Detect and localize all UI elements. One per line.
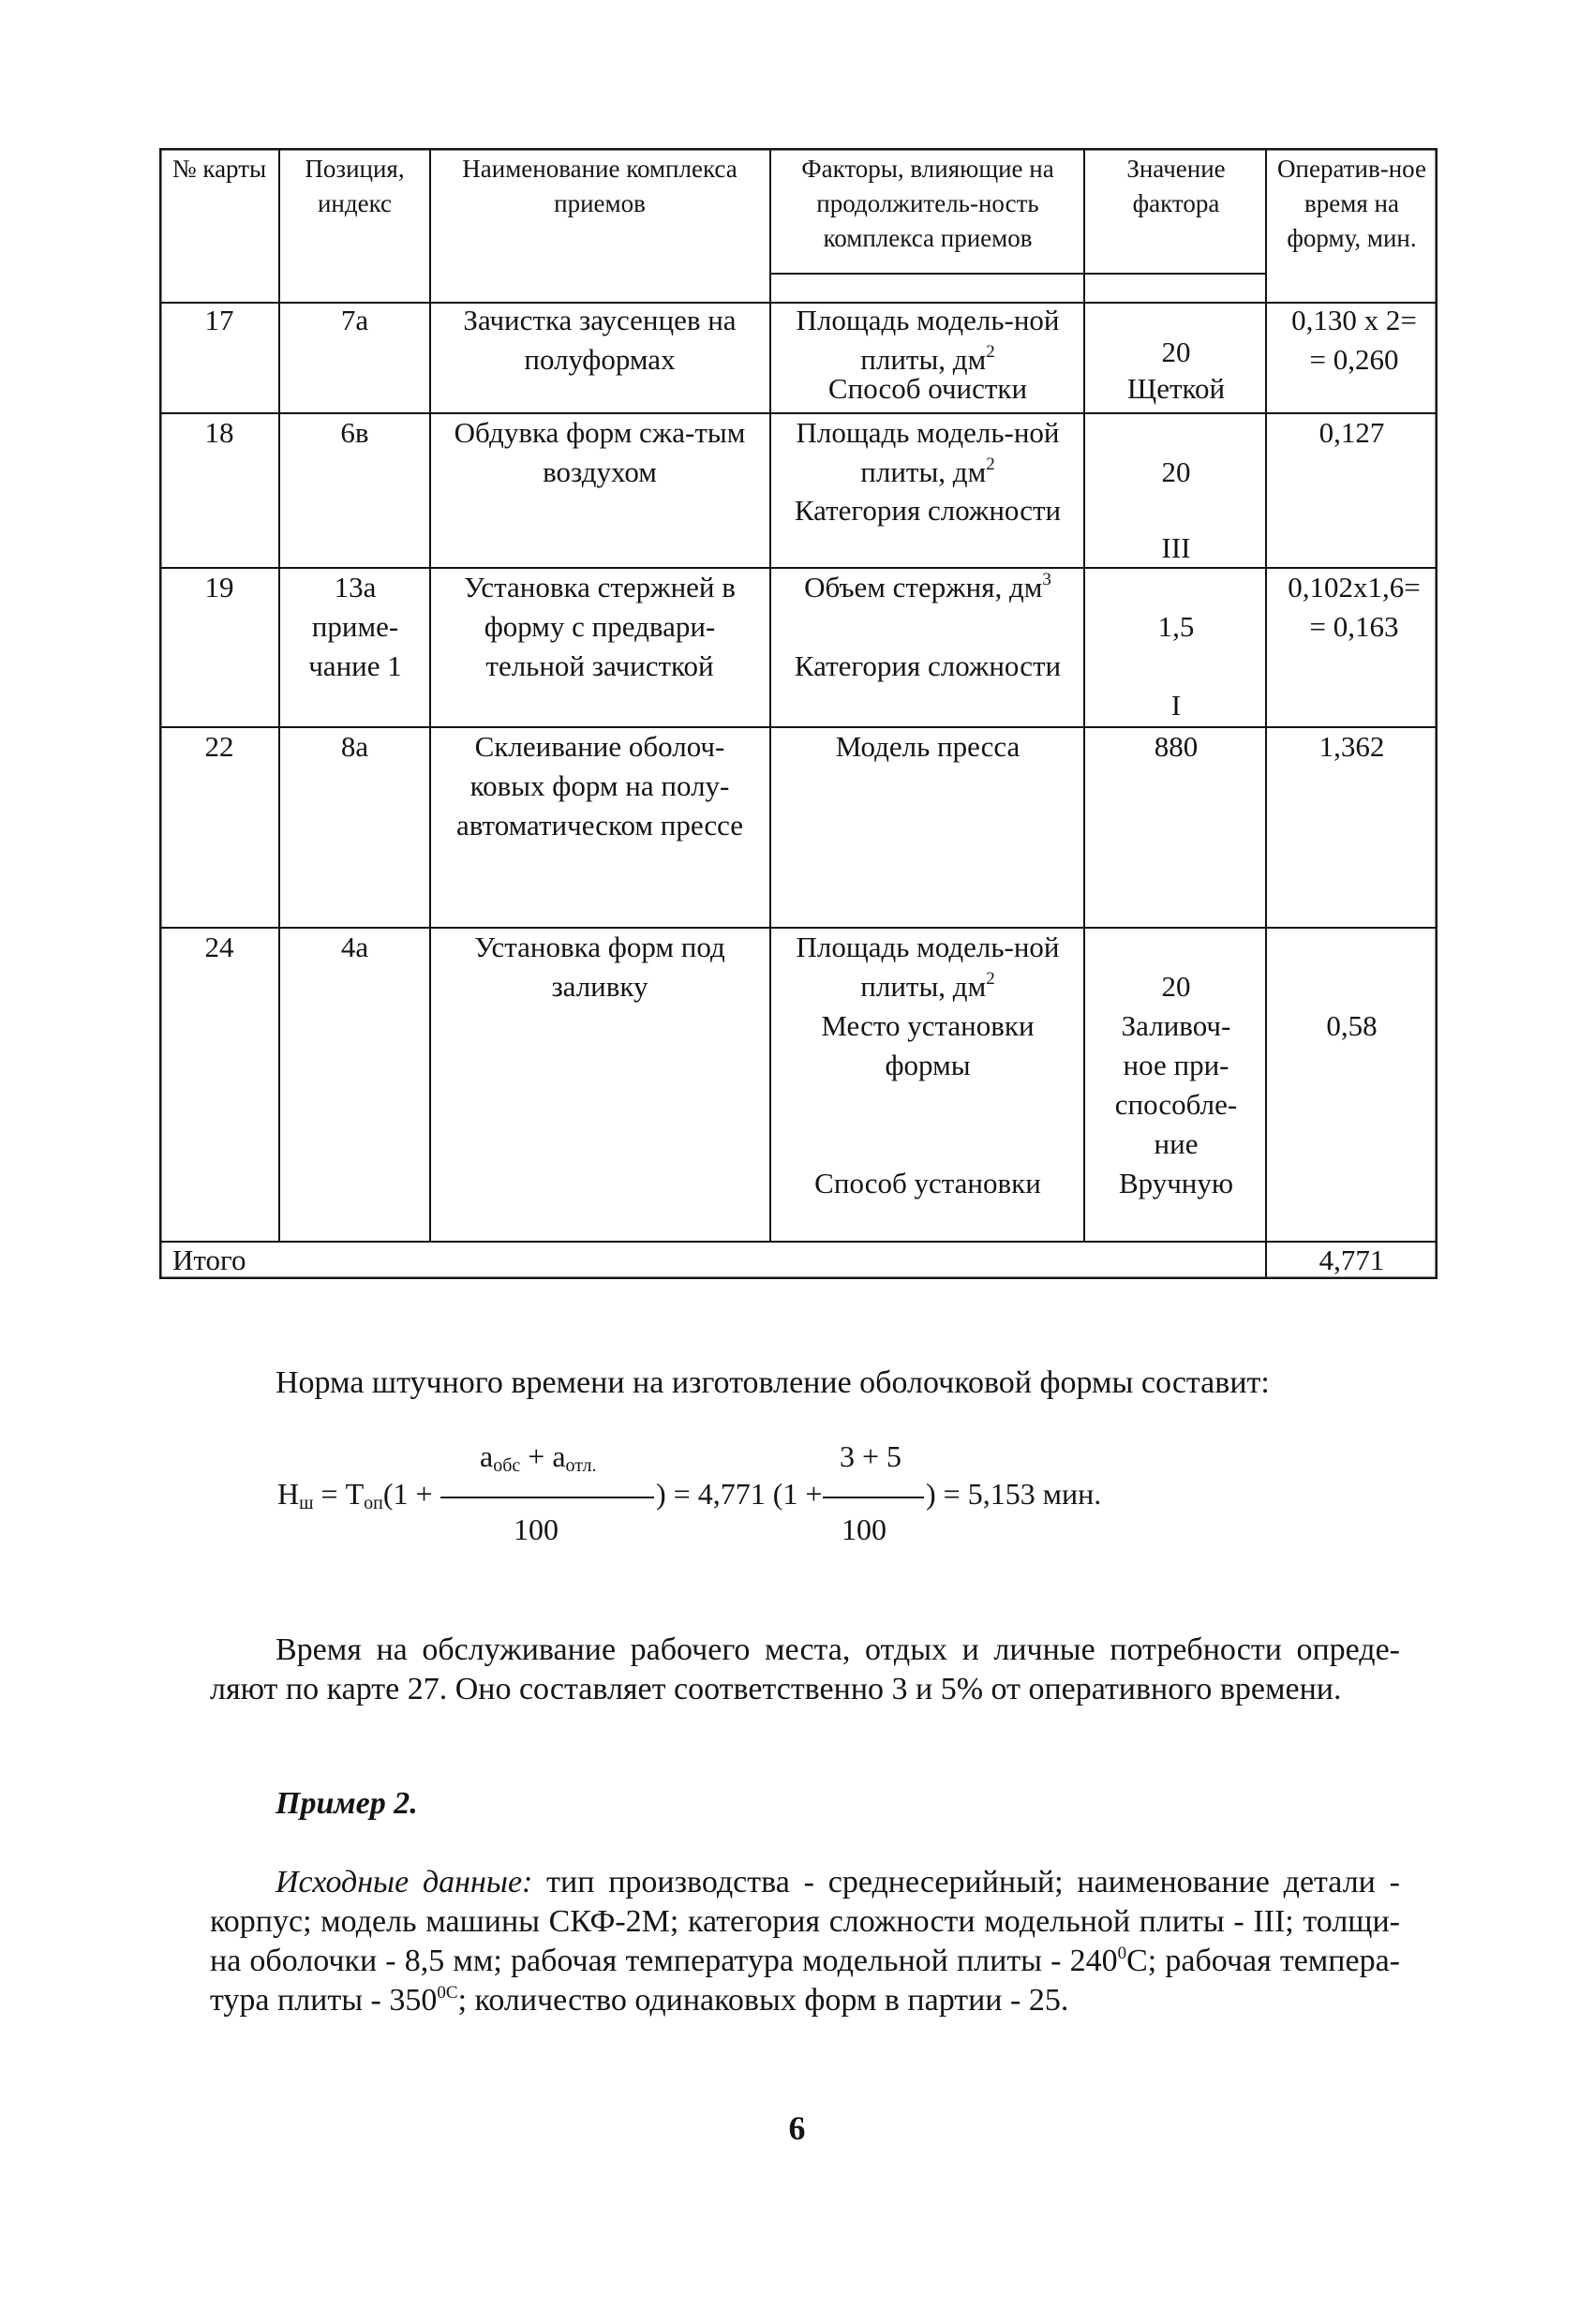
row-24-value-place: Заливоч-ное при-способле-ние: [1114, 1009, 1238, 1160]
formula-numerator-1: $а_{обс} + а_{отл.}$: [480, 1439, 597, 1476]
row-22-card: 22: [204, 730, 234, 763]
row-19-name: Установка стержней в форму с предвари-тельной зачисткой: [464, 571, 736, 682]
example-title: Пример 2.: [276, 1786, 418, 1821]
row-18-factor-category: Категория сложности: [794, 494, 1062, 527]
row-19-factor-category: Категория сложности: [794, 649, 1062, 682]
formula-result: ) = 5,153 мин.: [926, 1477, 1102, 1511]
fraction-bar-1: [440, 1497, 654, 1498]
total-value: 4,771: [1318, 1244, 1385, 1276]
row-18-time: 0,127: [1318, 416, 1385, 449]
row-22-value-model: 880: [1154, 730, 1199, 763]
row-18-name: Обдувка форм сжа-тым воздухом: [454, 416, 746, 488]
source-label: Исходные данные:: [276, 1865, 533, 1899]
row-22-name: Склеивание оболоч-ковых форм на полу-автоматическом прессе: [455, 730, 744, 842]
paragraph-source-data: Исходные данные: тип производства - среднесерийный; наименование детали - корпус; модель машины СКФ-2М; категория сложности модельной плиты - III; толщи-на оболочки - 8,5 мм; рабочая температура модельной плиты - $240^0С$; рабочая темпера-тура плиты - $350^{0С}$; количество одинаковых форм в партии - 25.: [210, 1865, 1400, 2018]
row-24-factor-method: Способ установки: [814, 1167, 1041, 1199]
header-value: Значение фактора: [1126, 155, 1226, 217]
row-24-time: 0,58: [1326, 1009, 1378, 1042]
row-24-value-area: 20: [1161, 970, 1191, 1003]
row-18-value-category: III: [1161, 531, 1191, 564]
row-19-value-category: I: [1170, 689, 1182, 722]
row-24-card: 24: [204, 931, 234, 963]
formula-numerator-2: 3 + 5: [840, 1439, 902, 1473]
row-24-position: 4а: [340, 931, 369, 963]
paragraph-service-time: Время на обслуживание рабочего места, отдых и личные потребности опреде-ляют по карте 27. Оно составляет соответственно 3 и 5% от оперативного времени.: [210, 1632, 1400, 1706]
row-19-value-volume: 1,5: [1157, 610, 1195, 643]
row-22-factor-model: Модель пресса: [835, 730, 1020, 763]
row-17-time: 0,130 х 2= = 0,260: [1291, 304, 1417, 376]
page-number: 6: [788, 2109, 806, 2147]
row-19-position: 13а приме-чание 1: [308, 571, 402, 682]
row-18-card: 18: [204, 416, 234, 449]
row-17-value-method: Щеткой: [1126, 372, 1226, 405]
row-17-factor-method: Способ очистки: [827, 372, 1028, 405]
row-24-name: Установка форм под заливку: [474, 931, 725, 1003]
header-name: Наименование комплекса приемов: [462, 155, 737, 217]
header-card: № карты: [171, 155, 267, 183]
norm-sentence: Норма штучного времени на изготовление оболочковой формы составит:: [276, 1365, 1270, 1400]
row-18-value-area: 20: [1161, 455, 1191, 488]
row-18-factor-area: Площадь модель-ной плиты, $дм^2$: [796, 416, 1060, 488]
row-24-factor-area: Площадь модель-ной плиты, $дм^2$: [796, 931, 1060, 1003]
header-factors: Факторы, влияющие на продолжитель-ность комплекса приемов: [801, 155, 1054, 252]
formula-lhs: $Н_ш = Т_{оп}(1$ +: [277, 1477, 433, 1513]
norms-table: [159, 148, 1438, 1279]
formula-middle: ) = 4,771 (1 +: [656, 1477, 823, 1511]
row-17-factor-area: Площадь модель-ной плиты, $дм^2$: [796, 304, 1060, 376]
row-17-value-area: 20: [1161, 335, 1191, 368]
row-22-position: 8а: [340, 730, 369, 763]
header-time: Оператив-ное время на форму, мин.: [1277, 155, 1426, 252]
row-19-factor-volume: Объем стержня, $дм^3$: [804, 570, 1051, 603]
row-17-card: 17: [204, 304, 234, 336]
row-17-name: Зачистка заусенцев на полуформах: [463, 304, 737, 376]
header-position: Позиция, индекс: [305, 155, 405, 217]
row-24-factor-place: Место установки формы: [821, 1009, 1035, 1081]
row-24-value-method: Вручную: [1118, 1167, 1234, 1199]
formula-denominator-1: 100: [514, 1512, 559, 1546]
row-22-time: 1,362: [1318, 730, 1385, 763]
row-18-position: 6в: [340, 416, 369, 449]
row-19-time: 0,102х1,6= = 0,163: [1288, 571, 1421, 643]
fraction-bar-2: [823, 1497, 924, 1498]
total-label: Итого: [172, 1244, 246, 1276]
row-19-card: 19: [204, 571, 234, 603]
row-17-position: 7а: [340, 304, 369, 336]
formula-denominator-2: 100: [842, 1512, 886, 1546]
